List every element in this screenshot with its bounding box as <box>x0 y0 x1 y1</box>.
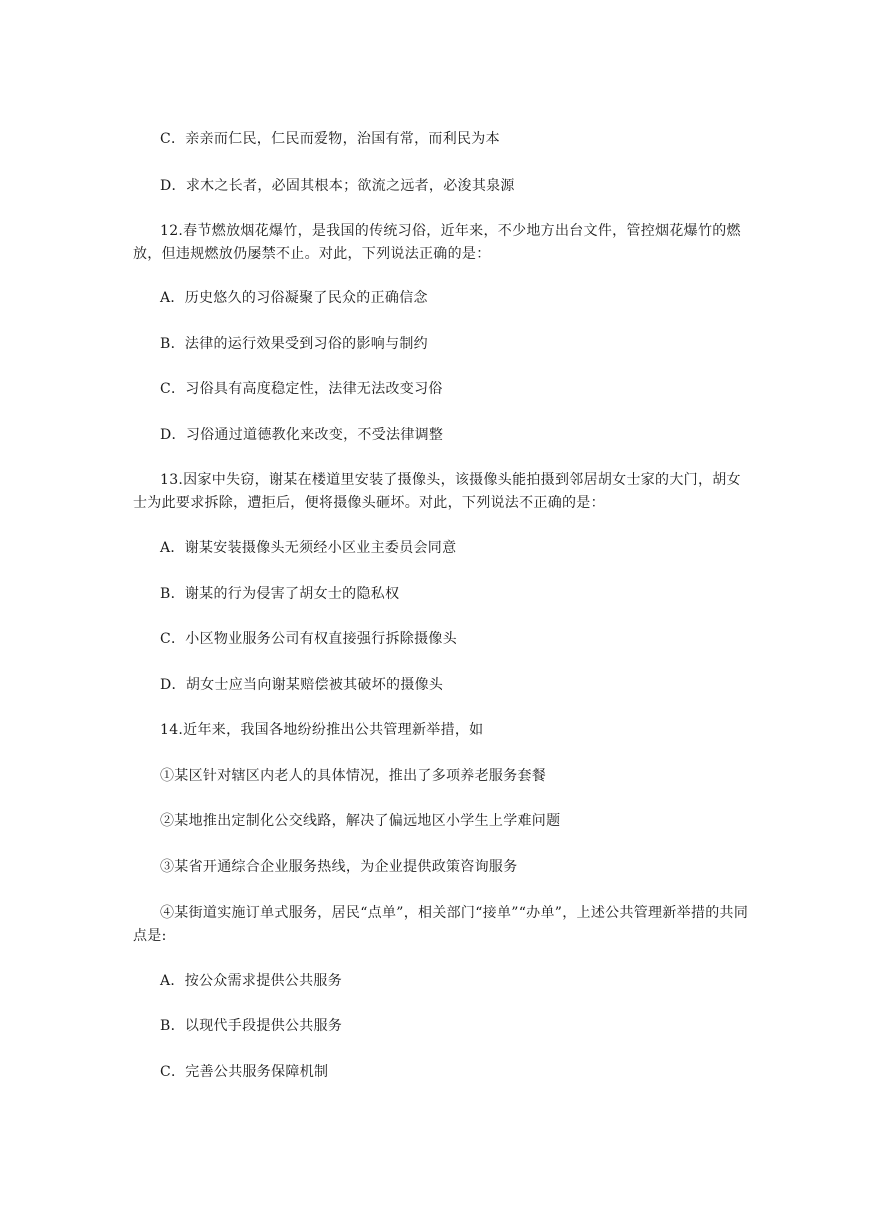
question-14-item-4: ④某街道实施订单式服务，居民“点单”，相关部门“接单”“办单”，上述公共管理新举措的共同点是: <box>133 905 749 944</box>
option-12-b: B．法律的运行效果受到习俗的影响与制约 <box>160 336 428 352</box>
option-12-c: C．习俗具有高度稳定性，法律无法改变习俗 <box>160 381 443 397</box>
option-14-a: A．按公众需求提供公共服务 <box>160 973 343 989</box>
option-12-d: D．习俗通过道德教化来改变，不受法律调整 <box>160 427 444 443</box>
option-13-d: D．胡女士应当向谢某赔偿被其破坏的摄像头 <box>160 677 444 693</box>
option-13-b: B．谢某的行为侵害了胡女士的隐私权 <box>160 586 400 602</box>
option-13-c: C．小区物业服务公司有权直接强行拆除摄像头 <box>160 631 458 647</box>
option-11-c: C．亲亲而仁民，仁民而爱物，治国有常，而利民为本 <box>160 131 500 147</box>
option-14-b: B．以现代手段提供公共服务 <box>160 1018 343 1034</box>
option-13-a: A．谢某安装摄像头无须经小区业主委员会同意 <box>160 540 457 556</box>
question-14-item-2: ②某地推出定制化公交线路，解决了偏远地区小学生上学难问题 <box>160 813 561 829</box>
option-14-c: C．完善公共服务保障机制 <box>160 1064 329 1080</box>
question-14: 14.近年来，我国各地纷纷推出公共管理新举措，如 <box>160 722 484 738</box>
question-12: 12.春节燃放烟花爆竹，是我国的传统习俗，近年来，不少地方出台文件，管控烟花爆竹的燃放，但违规燃放仍屡禁不止。对此，下列说法正确的是： <box>133 223 741 262</box>
question-14-item-1: ①某区针对辖区内老人的具体情况，推出了多项养老服务套餐 <box>160 768 547 784</box>
question-13: 13.因家中失窃，谢某在楼道里安装了摄像头，该摄像头能拍摄到邻居胡女士家的大门，胡女士为此要求拆除，遭拒后，便将摄像头砸坏。对此，下列说法不正确的是： <box>133 472 741 511</box>
option-12-a: A．历史悠久的习俗凝聚了民众的正确信念 <box>160 290 428 306</box>
option-11-d: D．求木之长者，必固其根本；欲流之远者，必浚其泉源 <box>160 178 515 194</box>
question-14-item-3: ③某省开通综合企业服务热线，为企业提供政策咨询服务 <box>160 859 518 875</box>
